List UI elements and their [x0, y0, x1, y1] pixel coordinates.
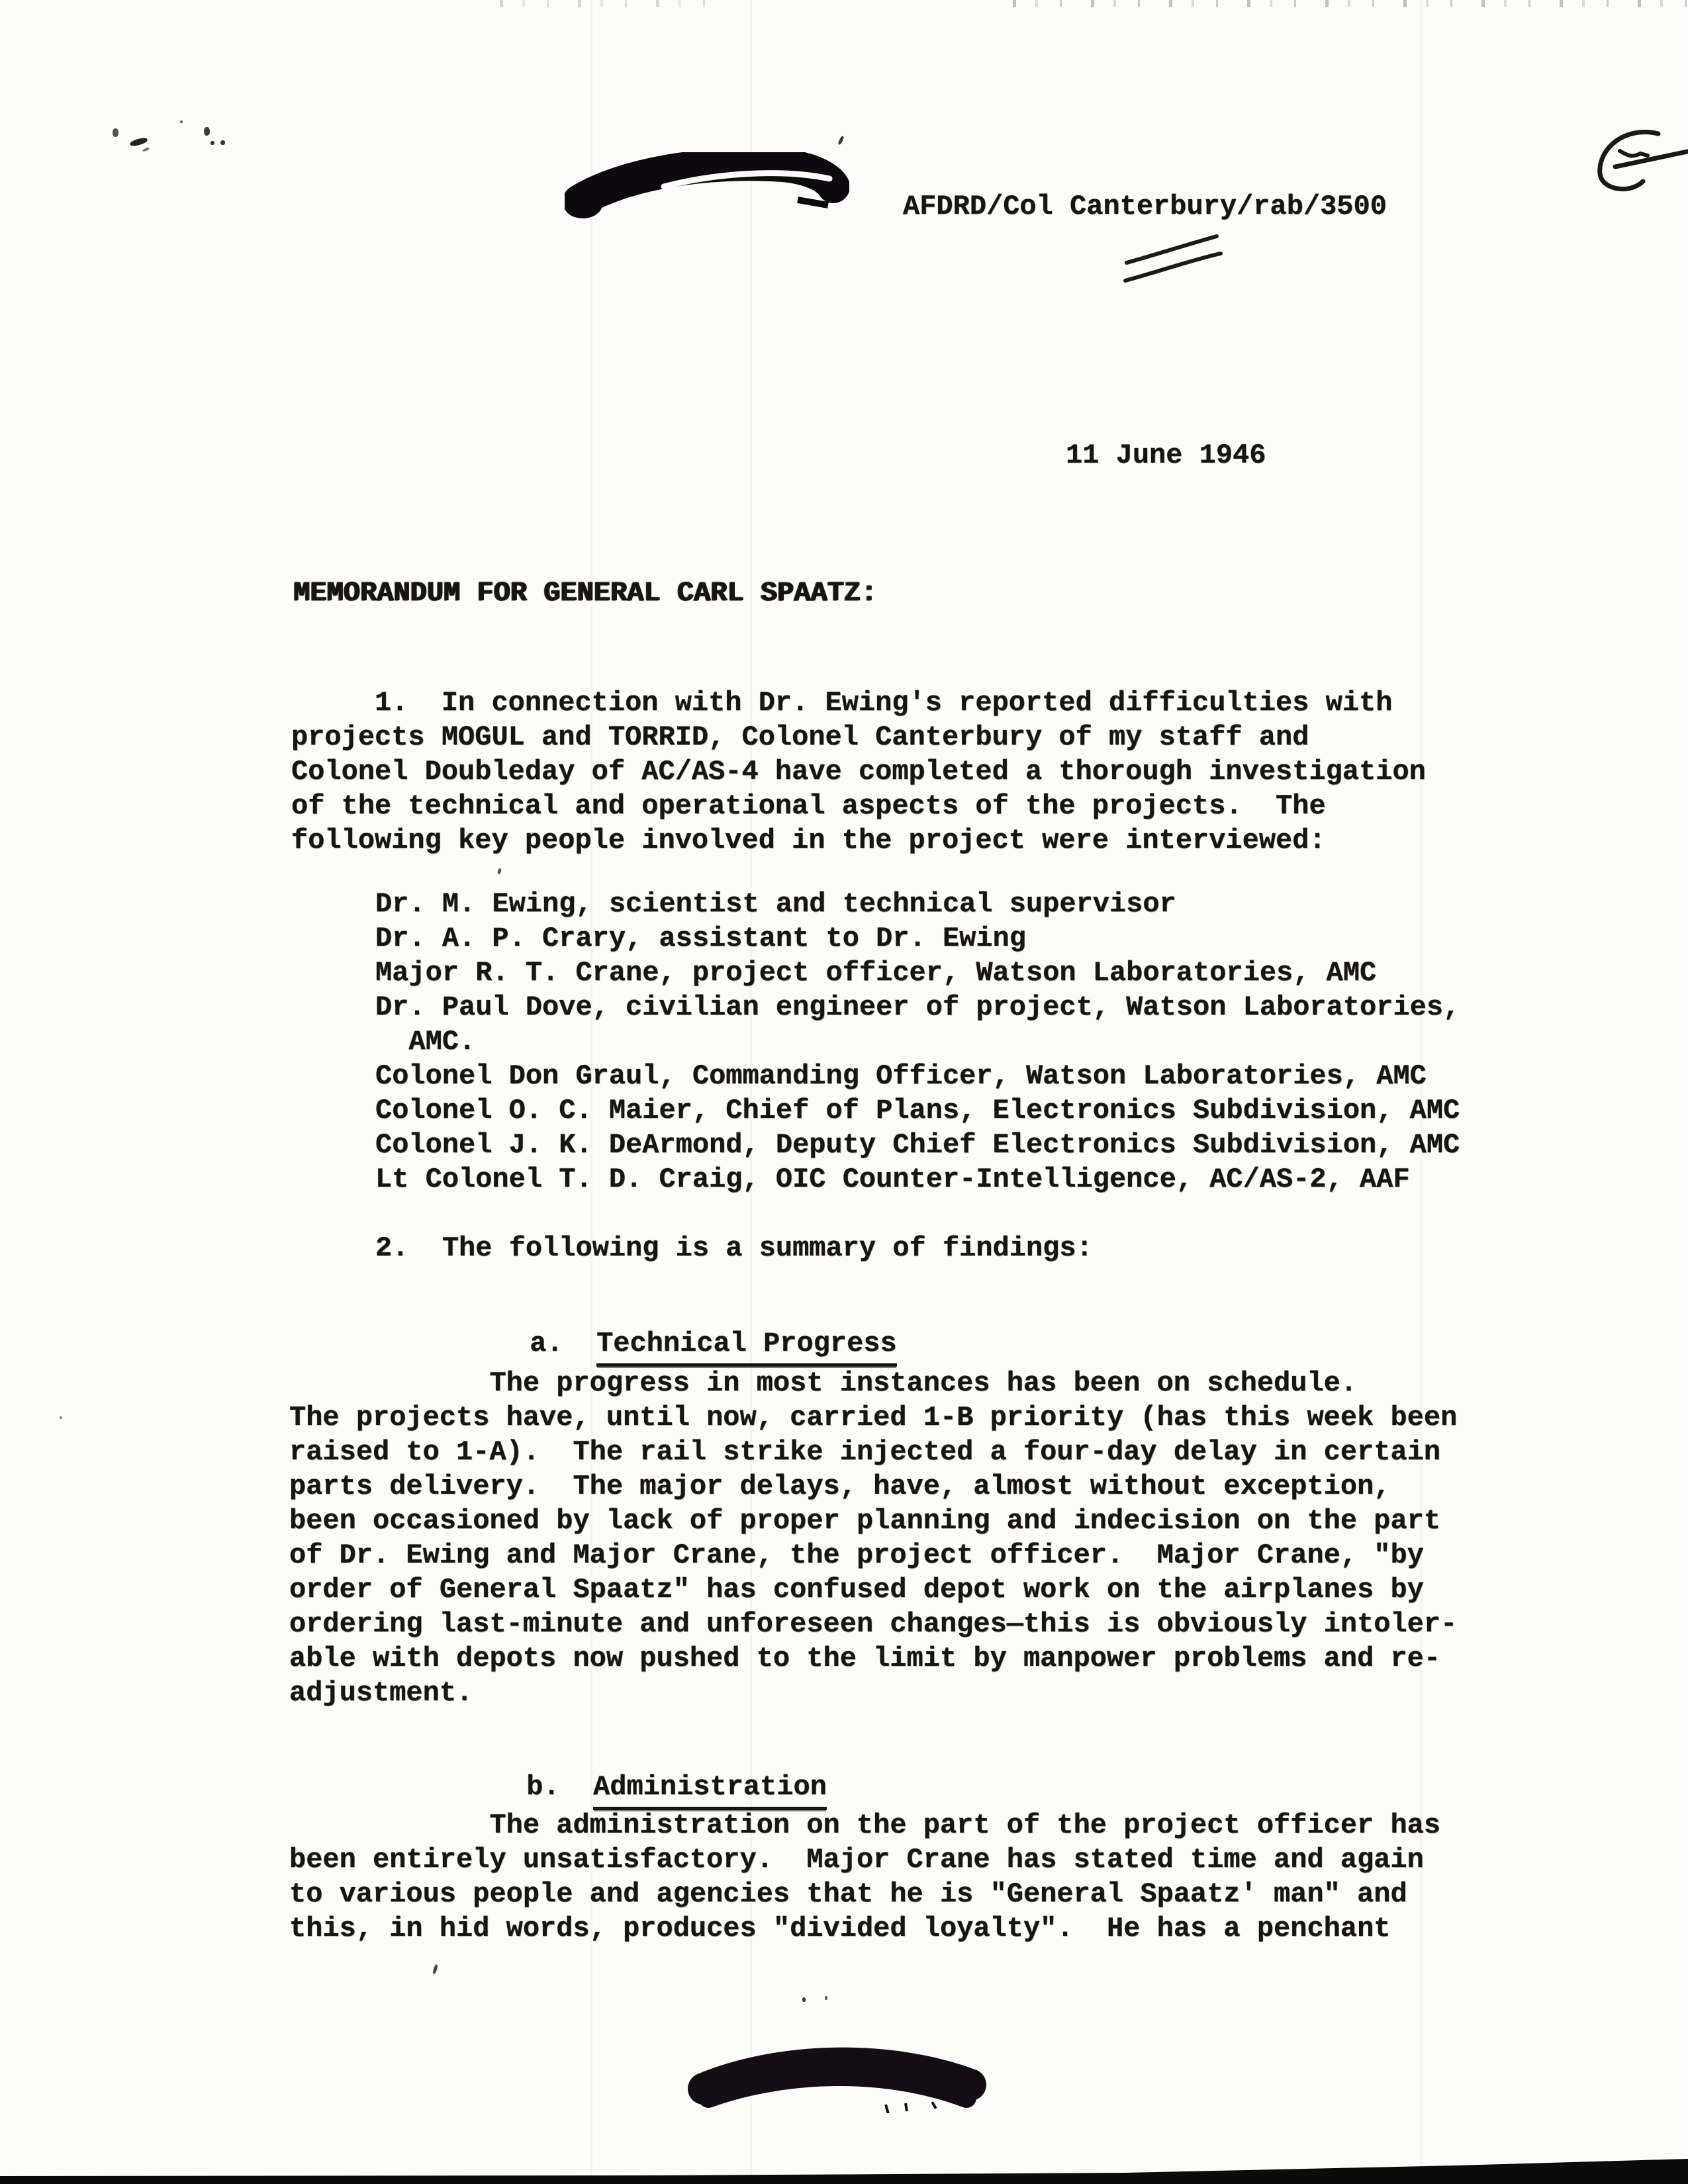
memo-line: Colonel Doubleday of AC/AS-4 have completed a thorough investigation — [291, 756, 1426, 788]
section-b-title: Administration — [593, 1770, 827, 1810]
pencil-speck — [432, 1964, 438, 1975]
memo-line: this, in hid words, produces "divided loyalty". He has a penchant — [289, 1913, 1391, 1944]
interviewee-line: Major R. T. Crane, project officer, Watson Laboratories, AMC — [375, 957, 1377, 989]
memo-line: following key people involved in the project were interviewed: — [291, 825, 1326, 856]
section-a-title: Technical Progress — [596, 1326, 897, 1367]
memo-line: The projects have, until now, carried 1-B priority (has this week been — [289, 1402, 1458, 1433]
section-b-label: b. — [526, 1771, 560, 1803]
interviewee-line: Colonel Don Graul, Commanding Officer, Watson Laboratories, AMC — [375, 1060, 1427, 1092]
pencil-speck — [142, 147, 150, 152]
memo-line: been entirely unsatisfactory. Major Crane has stated time and again — [289, 1844, 1424, 1876]
handwritten-initial-icon — [1589, 126, 1688, 202]
date-line: 11 June 1946 — [1066, 439, 1266, 471]
memo-salutation: MEMORANDUM FOR GENERAL CARL SPAATZ: — [293, 577, 878, 609]
memo-line: to various people and agencies that he is "General Spaatz' man" and — [289, 1878, 1407, 1910]
interviewee-line: Colonel J. K. DeArmond, Deputy Chief Electronics Subdivision, AMC — [375, 1129, 1460, 1161]
pencil-speck — [129, 136, 148, 147]
interviewee-line: Dr. A. P. Crary, assistant to Dr. Ewing — [375, 923, 1026, 954]
memo-line: The administration on the part of the project officer has — [489, 1809, 1441, 1841]
pencil-speck — [220, 140, 225, 145]
section-a-label: a. — [530, 1328, 563, 1359]
section-a-paragraph — [289, 1366, 1457, 1710]
scan-edge — [0, 2152, 1688, 2184]
memo-line: raised to 1-A). The rail strike injected a four-day delay in certain — [289, 1436, 1441, 1468]
pencil-speck — [60, 1416, 62, 1419]
pencil-speck — [837, 136, 845, 146]
memo-line: order of General Spaatz" has confused depot work on the airplanes by — [289, 1574, 1424, 1606]
header-redaction-scribble-icon — [565, 152, 849, 228]
memo-line: parts delivery. The major delays, have, almost without exception, — [289, 1471, 1391, 1502]
interviewee-line: AMC. — [408, 1026, 476, 1058]
memo-line: been occasioned by lack of proper planning and indecision on the part — [289, 1505, 1441, 1537]
paragraph-2-line: 2. The following is a summary of findings: — [375, 1232, 1093, 1264]
interviewee-list — [375, 887, 1460, 1197]
memo-line: adjustment. — [289, 1677, 473, 1709]
paragraph-1 — [291, 686, 1426, 858]
memo-line: 1. In connection with Dr. Ewing's reported difficulties with — [375, 687, 1393, 719]
interviewee-line: Dr. Paul Dove, civilian engineer of project, Watson Laboratories, — [375, 991, 1460, 1023]
scan-noise-strip — [1013, 0, 1688, 7]
memo-line: of the technical and operational aspects of the projects. The — [291, 790, 1326, 822]
interviewee-line: Lt Colonel T. D. Craig, OIC Counter-Intelligence, AC/AS-2, AAF — [375, 1163, 1410, 1195]
memo-line: ordering last-minute and unforeseen changes—this is obviously intoler- — [289, 1608, 1458, 1640]
pencil-speck — [802, 1997, 806, 2002]
memo-line: of Dr. Ewing and Major Crane, the project officer. Major Crane, "by — [289, 1539, 1424, 1571]
scan-noise-strip — [500, 0, 725, 7]
memo-line: The progress in most instances has been on schedule. — [489, 1367, 1358, 1399]
memo-line: projects MOGUL and TORRID, Colonel Canterbury of my staff and — [291, 721, 1309, 753]
reference-line: AFDRD/Col Canterbury/rab/3500 — [903, 191, 1387, 222]
bottom-redaction-scribble-icon — [687, 2044, 995, 2113]
pencil-speck — [113, 128, 118, 137]
pencil-speck — [825, 1996, 827, 2000]
reference-double-underline-icon — [1119, 228, 1231, 288]
memo-line: able with depots now pushed to the limit by manpower problems and re- — [289, 1643, 1441, 1674]
pencil-speck — [180, 120, 183, 123]
section-b-paragraph — [289, 1808, 1440, 1946]
interviewee-line: Colonel O. C. Maier, Chief of Plans, Electronics Subdivision, AMC — [375, 1095, 1460, 1126]
pencil-speck — [211, 141, 214, 145]
pencil-speck — [497, 868, 502, 875]
interviewee-line: Dr. M. Ewing, scientist and technical supervisor — [375, 888, 1176, 920]
pencil-speck — [204, 127, 210, 136]
